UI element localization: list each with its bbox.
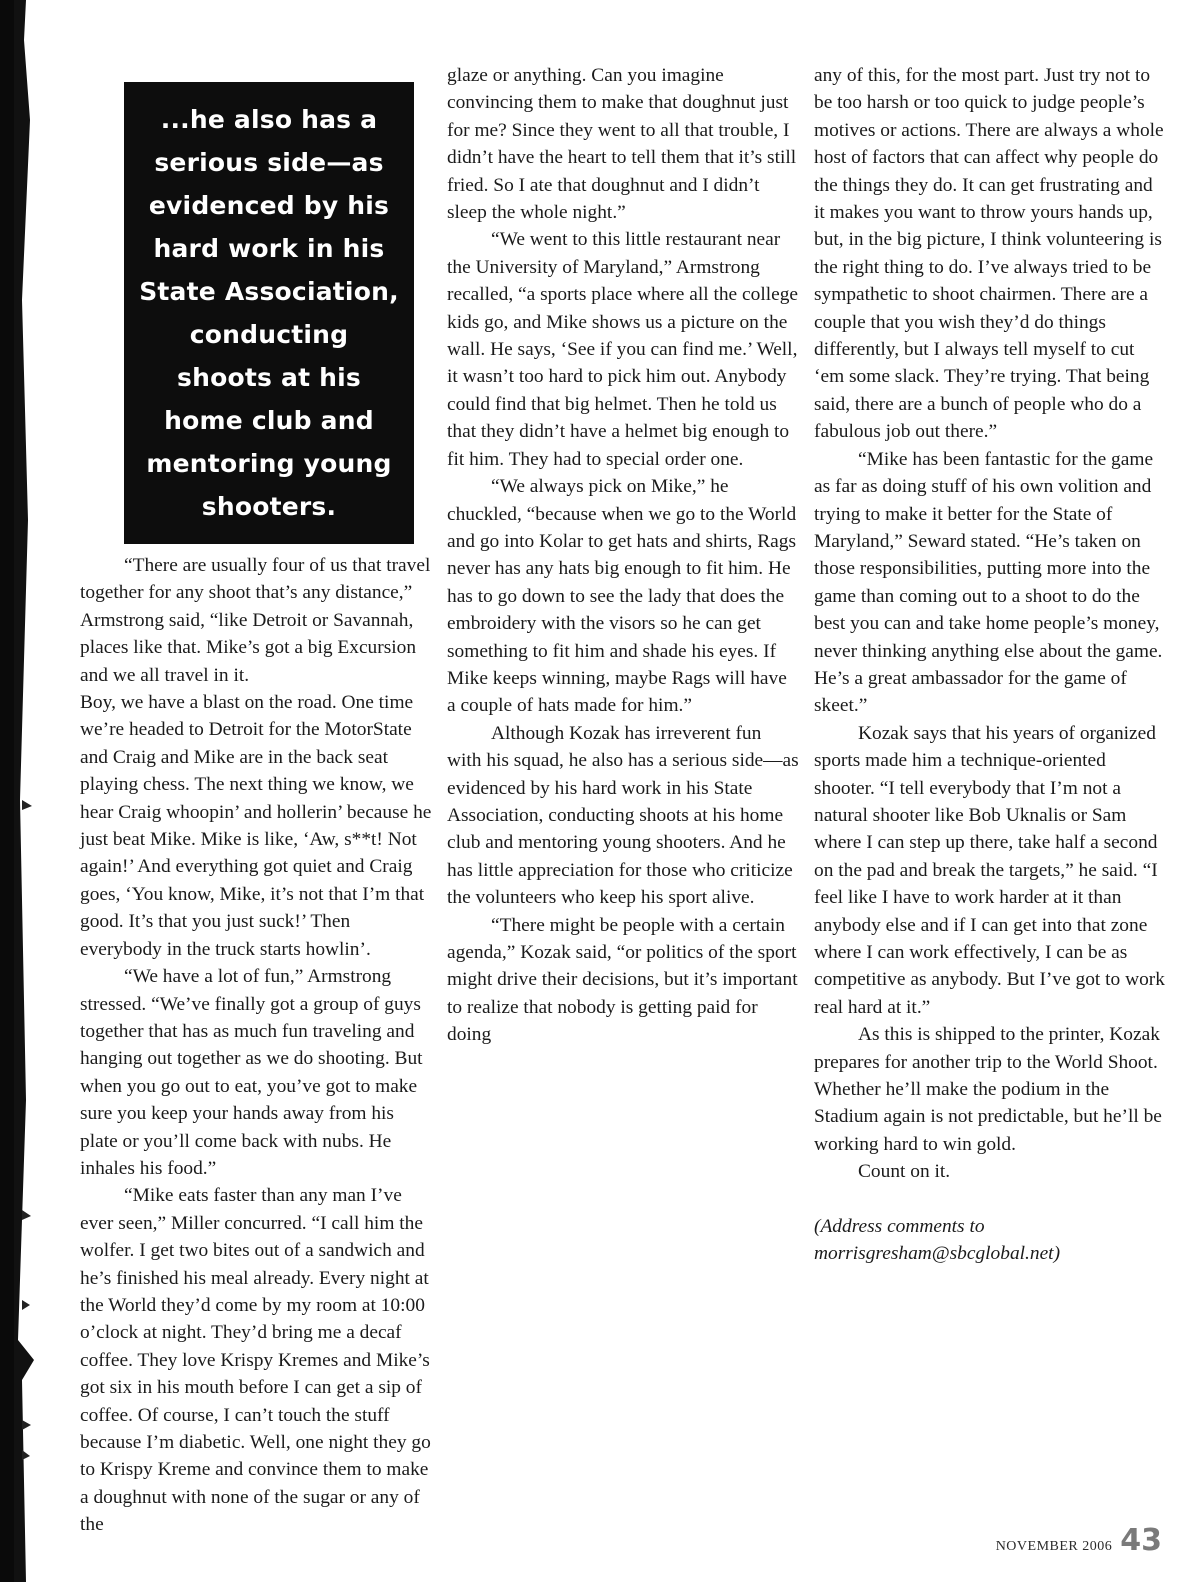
pull-quote-text: ...he also has a serious side—as evidenced by his hard work in his State Association, conducting shoots at his home club and mentoring young shooters. <box>139 105 399 521</box>
body-paragraph: “We went to this little restaurant near the University of Maryland,” Armstrong recalled, “a sports place where all the college kids go, and Mike shows us a picture on the wall. He says, ‘See if you can find me.’ Well, it wasn’t too hard to pick him out. Anybody could find that big helmet. Then he told us that they didn’t have a helmet big enough to fit him. They had to special order one. <box>447 229 799 470</box>
body-paragraph: any of this, for the most part. Just try not to be too harsh or too quick to judge people’s motives or actions. There are always a whole host of factors that can affect why people do the things they do. It can get frustrating and it makes you want to throw yours hands up, but, in the big picture, I think volunteering is the right thing to do. I’ve always tried to be sympathetic to shoot chairmen. There are a couple that you wish they’d do things differently, but I always tell myself to cut ‘em some slack. They’re trying. That being said, there are a bunch of people who do a fabulous job out there.” <box>814 65 1164 443</box>
page-number: 43 <box>1120 1523 1162 1558</box>
body-paragraph: Count on it. <box>858 1161 951 1183</box>
author-contact-line-1: (Address comments to <box>814 1215 985 1237</box>
body-paragraph: Boy, we have a blast on the road. One time we’re headed to Detroit for the MotorState and Craig and Mike are in the back seat playing chess. The next thing we know, we hear Craig whoopin’ and hollerin’ because he just beat Mike. Mike is like, ‘Aw, s**t! Not again!’ And everything got quiet and Craig goes, ‘You know, Mike, it’s not that I’m that good. It’s that you just suck!’ Then everybody in the truck starts howlin’. <box>80 692 432 960</box>
body-paragraph: “We always pick on Mike,” he chuckled, “because when we go to the World and go into Kolar to get hats and shirts, Rags never has any hats big enough to fit him. He has to go down to see the lady that does the embroidery with the visors so he can get something to fit him and shade his eyes. If Mike keeps winning, maybe Rags will have a couple of hats made for him.” <box>447 476 797 717</box>
body-paragraph: “Mike eats faster than any man I’ve ever seen,” Miller concurred. “I call him the wolfer. I get two bites out of a sandwich and he’s finished his meal already. Every night at the World they’d come by my room at 10:00 o’clock at night. They’d bring me a decaf coffee. They love Krispy Kremes and Mike’s got six in his mouth before I can get a sip of coffee. Of course, I can’t touch the stuff because I’m diabetic. Well, one night they go to Krispy Kreme and convince them to make a doughnut with none of the sugar or any of the <box>80 1185 431 1536</box>
scan-binding-edge <box>0 0 38 1582</box>
issue-date: NOVEMBER 2006 <box>995 1539 1113 1554</box>
body-paragraph: As this is shipped to the printer, Kozak prepares for another trip to the World Shoot. Whether he’ll make the podium in the Stadium again is not predictable, but he’ll be working hard to win gold. <box>814 1024 1162 1155</box>
article-column-3 <box>814 62 1166 1267</box>
article-column-1 <box>80 62 432 1539</box>
body-paragraph: “There might be people with a certain agenda,” Kozak said, “or politics of the sport might drive their decisions, but it’s important to realize that nobody is getting paid for doing <box>447 914 798 1046</box>
body-paragraph: Kozak says that his years of organized sports made him a technique-oriented shooter. “I tell everybody that I’m not a natural shooter like Bob Uknalis or Sam where I can step up there, take half a second on the pad and break the targets,” he said. “I feel like I have to work harder at it than anybody else and if I can get into that zone where I can work effectively, I can be as competitive as anybody. But I’ve got to work real hard at it.” <box>814 722 1165 1018</box>
page-footer <box>996 1523 1162 1558</box>
body-paragraph: “We have a lot of fun,” Armstrong stressed. “We’ve finally got a group of guys together that has as much fun traveling and hanging out together as we do shooting. But when you go out to eat, you’ve got to make sure you keep your hands away from his plate or you’ll come back with nubs. He inhales his food.” <box>80 966 423 1179</box>
body-paragraph: “There are usually four of us that travel together for any shoot that’s any distance,” Armstrong said, “like Detroit or Savannah, places like that. Mike’s got a big Excursion and we all travel in it. <box>80 555 431 686</box>
body-paragraph: glaze or anything. Can you imagine convincing them to make that doughnut just for me? Since they went to all that trouble, I didn’t have the heart to tell them that it’s still fried. So I ate that doughnut and I didn’t sleep the whole night.” <box>447 65 797 224</box>
body-paragraph: Although Kozak has irreverent fun with his squad, he also has a serious side—as evidenced by his hard work in his State Association, conducting shoots at his home club and mentoring young shooters. And he has little appreciation for those who criticize the volunteers who keep his sport alive. <box>447 722 799 909</box>
body-paragraph: “Mike has been fantastic for the game as far as doing stuff of his own volition and trying to make it better for the State of Maryland,” Seward stated. “He’s taken on those responsibilities, putting more into the game than coming out to a shoot to do the best you can and take home people’s money, never thinking anything else about the game. He’s a great ambassador for the game of skeet.” <box>814 448 1163 717</box>
author-contact-email: morrisgresham@sbcglobal.net) <box>814 1243 1061 1265</box>
pull-quote-box <box>124 82 414 544</box>
article-column-2 <box>447 62 799 1049</box>
